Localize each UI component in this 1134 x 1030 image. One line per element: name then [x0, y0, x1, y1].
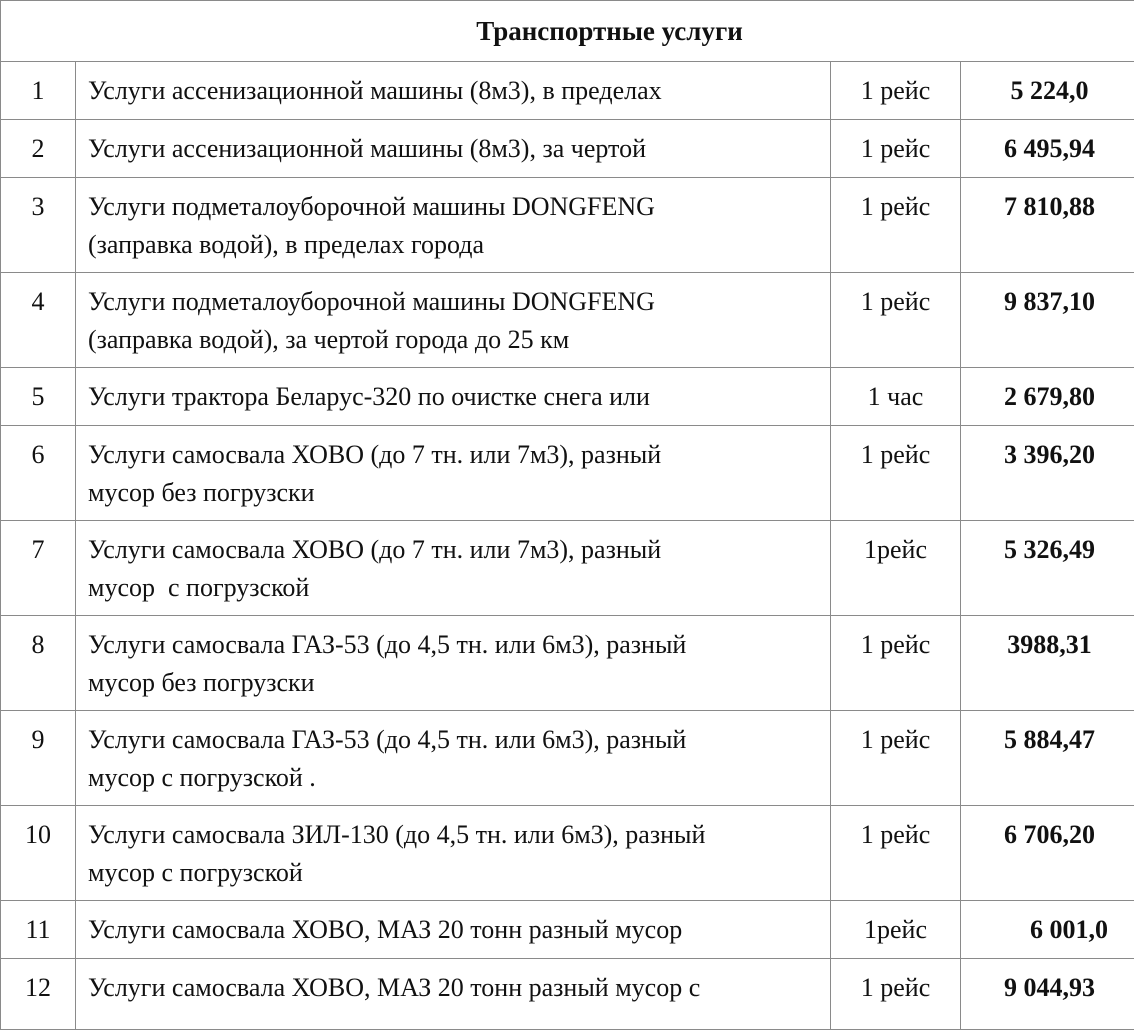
unit-cell: 1 рейс — [831, 959, 961, 1030]
service-name: Услуги ассенизационной машины (8м3), за чертой — [76, 120, 831, 178]
row-number: 11 — [1, 901, 76, 959]
service-name-line: Услуги самосвала ГАЗ-53 (до 4,5 тн. или 6м3), разный — [88, 626, 824, 664]
service-name — [76, 806, 831, 901]
row-number: 4 — [1, 273, 76, 368]
unit-cell: 1 рейс — [831, 120, 961, 178]
row-number: 12 — [1, 959, 76, 1030]
unit-cell: 1рейс — [831, 901, 961, 959]
price-cell: 3 396,20 — [961, 426, 1134, 521]
unit-cell: 1 рейс — [831, 711, 961, 806]
table-row — [1, 521, 1134, 616]
row-number: 7 — [1, 521, 76, 616]
service-name: Услуги самосвала ХОВО, МАЗ 20 тонн разный мусор — [76, 901, 831, 959]
service-name: Услуги ассенизационной машины (8м3), в пределах — [76, 62, 831, 120]
price-cell: 5 884,47 — [961, 711, 1134, 806]
unit-cell: 1рейс — [831, 521, 961, 616]
service-name: Услуги самосвала ХОВО, МАЗ 20 тонн разный мусор с — [76, 959, 831, 1030]
service-name-line: мусор с погрузской . — [88, 759, 824, 797]
price-cell: 2 679,80 — [961, 368, 1134, 426]
table-row — [1, 62, 1134, 120]
service-name-line: мусор без погрузски — [88, 474, 824, 512]
table-row — [1, 806, 1134, 901]
service-name — [76, 616, 831, 711]
service-name-line: Услуги подметалоуборочной машины DONGFENG — [88, 188, 824, 226]
service-name-line: Услуги самосвала ГАЗ-53 (до 4,5 тн. или 6м3), разный — [88, 721, 824, 759]
price-cell: 7 810,88 — [961, 178, 1134, 273]
row-number: 3 — [1, 178, 76, 273]
service-name-line: мусор без погрузски — [88, 664, 824, 702]
table-row — [1, 616, 1134, 711]
service-name: Услуги трактора Беларус-320 по очистке снега или — [76, 368, 831, 426]
price-cell: 6 495,94 — [961, 120, 1134, 178]
table-row — [1, 426, 1134, 521]
unit-cell: 1 рейс — [831, 62, 961, 120]
service-name — [76, 521, 831, 616]
table-row — [1, 178, 1134, 273]
price-cell: 9 837,10 — [961, 273, 1134, 368]
unit-cell: 1 рейс — [831, 273, 961, 368]
table-row — [1, 711, 1134, 806]
price-cell: 9 044,93 — [961, 959, 1134, 1030]
service-name-line: Услуги подметалоуборочной машины DONGFENG — [88, 283, 824, 321]
unit-cell: 1 рейс — [831, 426, 961, 521]
service-name — [76, 273, 831, 368]
table-row — [1, 959, 1134, 1030]
price-cell: 6 706,20 — [961, 806, 1134, 901]
row-number: 5 — [1, 368, 76, 426]
service-name-line: (заправка водой), за чертой города до 25 км — [88, 321, 824, 359]
service-name-line: мусор с погрузской — [88, 854, 824, 892]
price-cell: 5 326,49 — [961, 521, 1134, 616]
row-number: 1 — [1, 62, 76, 120]
row-number: 8 — [1, 616, 76, 711]
table-row — [1, 901, 1134, 959]
unit-cell: 1 рейс — [831, 178, 961, 273]
service-name — [76, 426, 831, 521]
price-cell: 3988,31 — [961, 616, 1134, 711]
table-title: Транспортные услуги — [1, 1, 1134, 62]
service-name-line: мусор с погрузской — [88, 569, 824, 607]
row-number: 10 — [1, 806, 76, 901]
row-number: 9 — [1, 711, 76, 806]
unit-cell: 1 рейс — [831, 806, 961, 901]
price-cell: 5 224,0 — [961, 62, 1134, 120]
row-number: 2 — [1, 120, 76, 178]
table-row — [1, 368, 1134, 426]
row-number: 6 — [1, 426, 76, 521]
service-name-line: Услуги самосвала ЗИЛ-130 (до 4,5 тн. или 6м3), разный — [88, 816, 824, 854]
unit-cell: 1 рейс — [831, 616, 961, 711]
service-name — [76, 178, 831, 273]
table-row — [1, 120, 1134, 178]
unit-cell: 1 час — [831, 368, 961, 426]
table-title-row — [1, 1, 1134, 62]
table-row — [1, 273, 1134, 368]
service-name-line: Услуги самосвала ХОВО (до 7 тн. или 7м3), разный — [88, 436, 824, 474]
service-name-line: Услуги самосвала ХОВО (до 7 тн. или 7м3), разный — [88, 531, 824, 569]
price-cell: 6 001,0 — [961, 901, 1134, 959]
service-name-line: (заправка водой), в пределах города — [88, 226, 824, 264]
service-name — [76, 711, 831, 806]
